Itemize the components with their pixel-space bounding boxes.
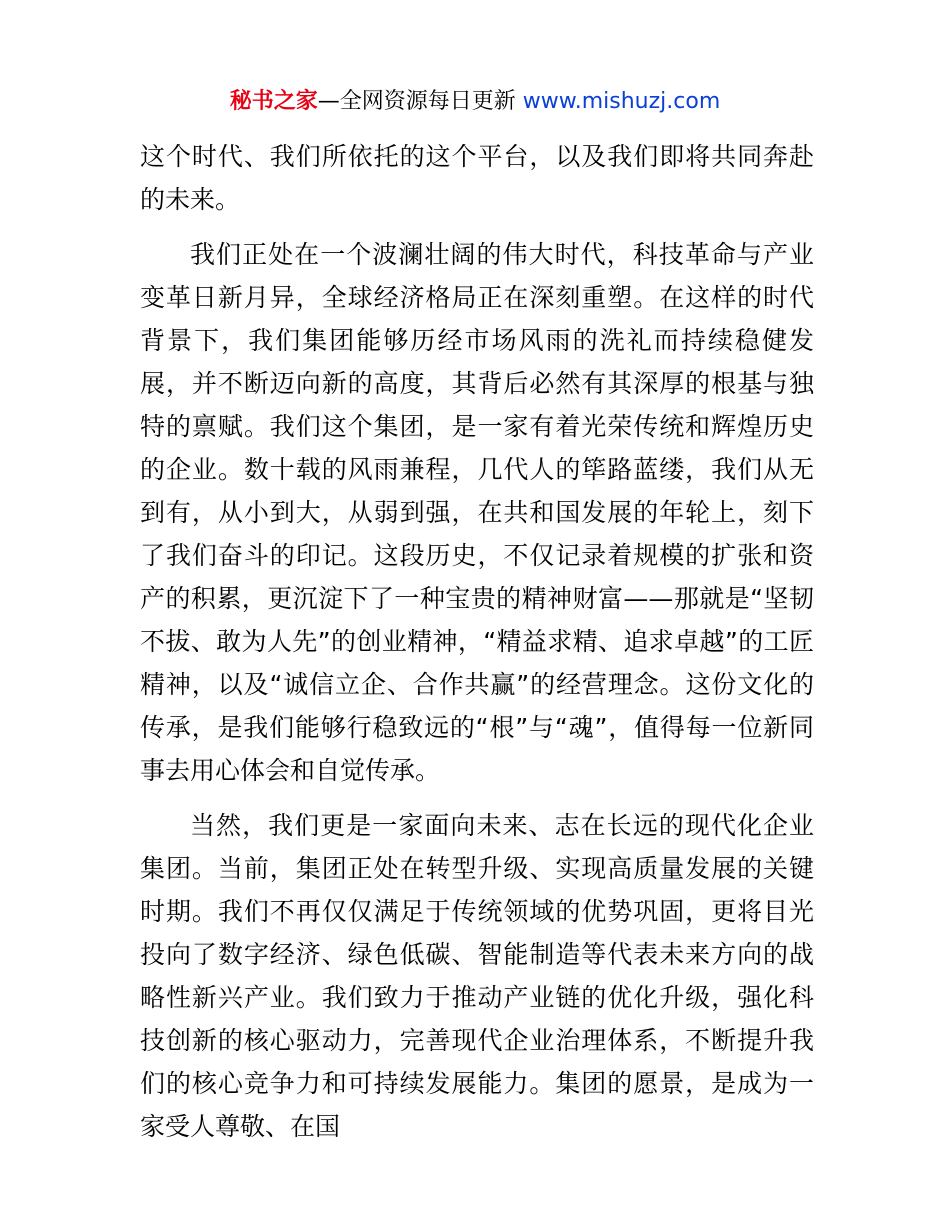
page-header bbox=[0, 86, 950, 118]
header-url-link[interactable]: www.mishuzj.com bbox=[522, 89, 721, 114]
brand-name: 秘书之家 bbox=[229, 89, 318, 114]
header-tagline: —全网资源每日更新 bbox=[317, 89, 523, 114]
paragraph-era-and-history: 我们正处在一个波澜壮阔的伟大时代，科技革命与产业变革日新月异，全球经济格局正在深刻重塑。在这样的时代背景下，我们集团能够历经市场风雨的洗礼而持续稳健发展，并不断迈向新的高度，其背后必然有其深厚的根基与独特的禀赋。我们这个集团，是一家有着光荣传统和辉煌历史的企业。数十载的风雨兼程，几代人的筚路蓝缕，我们从无到有，从小到大，从弱到强，在共和国发展的年轮上，刻下了我们奋斗的印记。这段历史，不仅记录着规模的扩张和资产的积累，更沉淀下了一种宝贵的精神财富——那就是“坚韧不拔、敢为人先”的创业精神，“精益求精、追求卓越”的工匠精神，以及“诚信立企、合作共赢”的经营理念。这份文化的传承，是我们能够行稳致远的“根”与“魂”，值得每一位新同事去用心体会和自觉传承。 bbox=[140, 240, 814, 785]
paragraph-continued: 这个时代、我们所依托的这个平台，以及我们即将共同奔赴的未来。 bbox=[140, 142, 814, 214]
document-body bbox=[140, 135, 814, 1148]
paragraph-future-vision: 当然，我们更是一家面向未来、志在长远的现代化企业集团。当前，集团正处在转型升级、实现高质量发展的关键时期。我们不再仅仅满足于传统领域的优势巩固，更将目光投向了数字经济、绿色低碳、智能制造等代表未来方向的战略性新兴产业。我们致力于推动产业链的优化升级，强化科技创新的核心驱动力，完善现代企业治理体系，不断提升我们的核心竞争力和可持续发展能力。集团的愿景，是成为一家受人尊敬、在国 bbox=[140, 811, 814, 1141]
